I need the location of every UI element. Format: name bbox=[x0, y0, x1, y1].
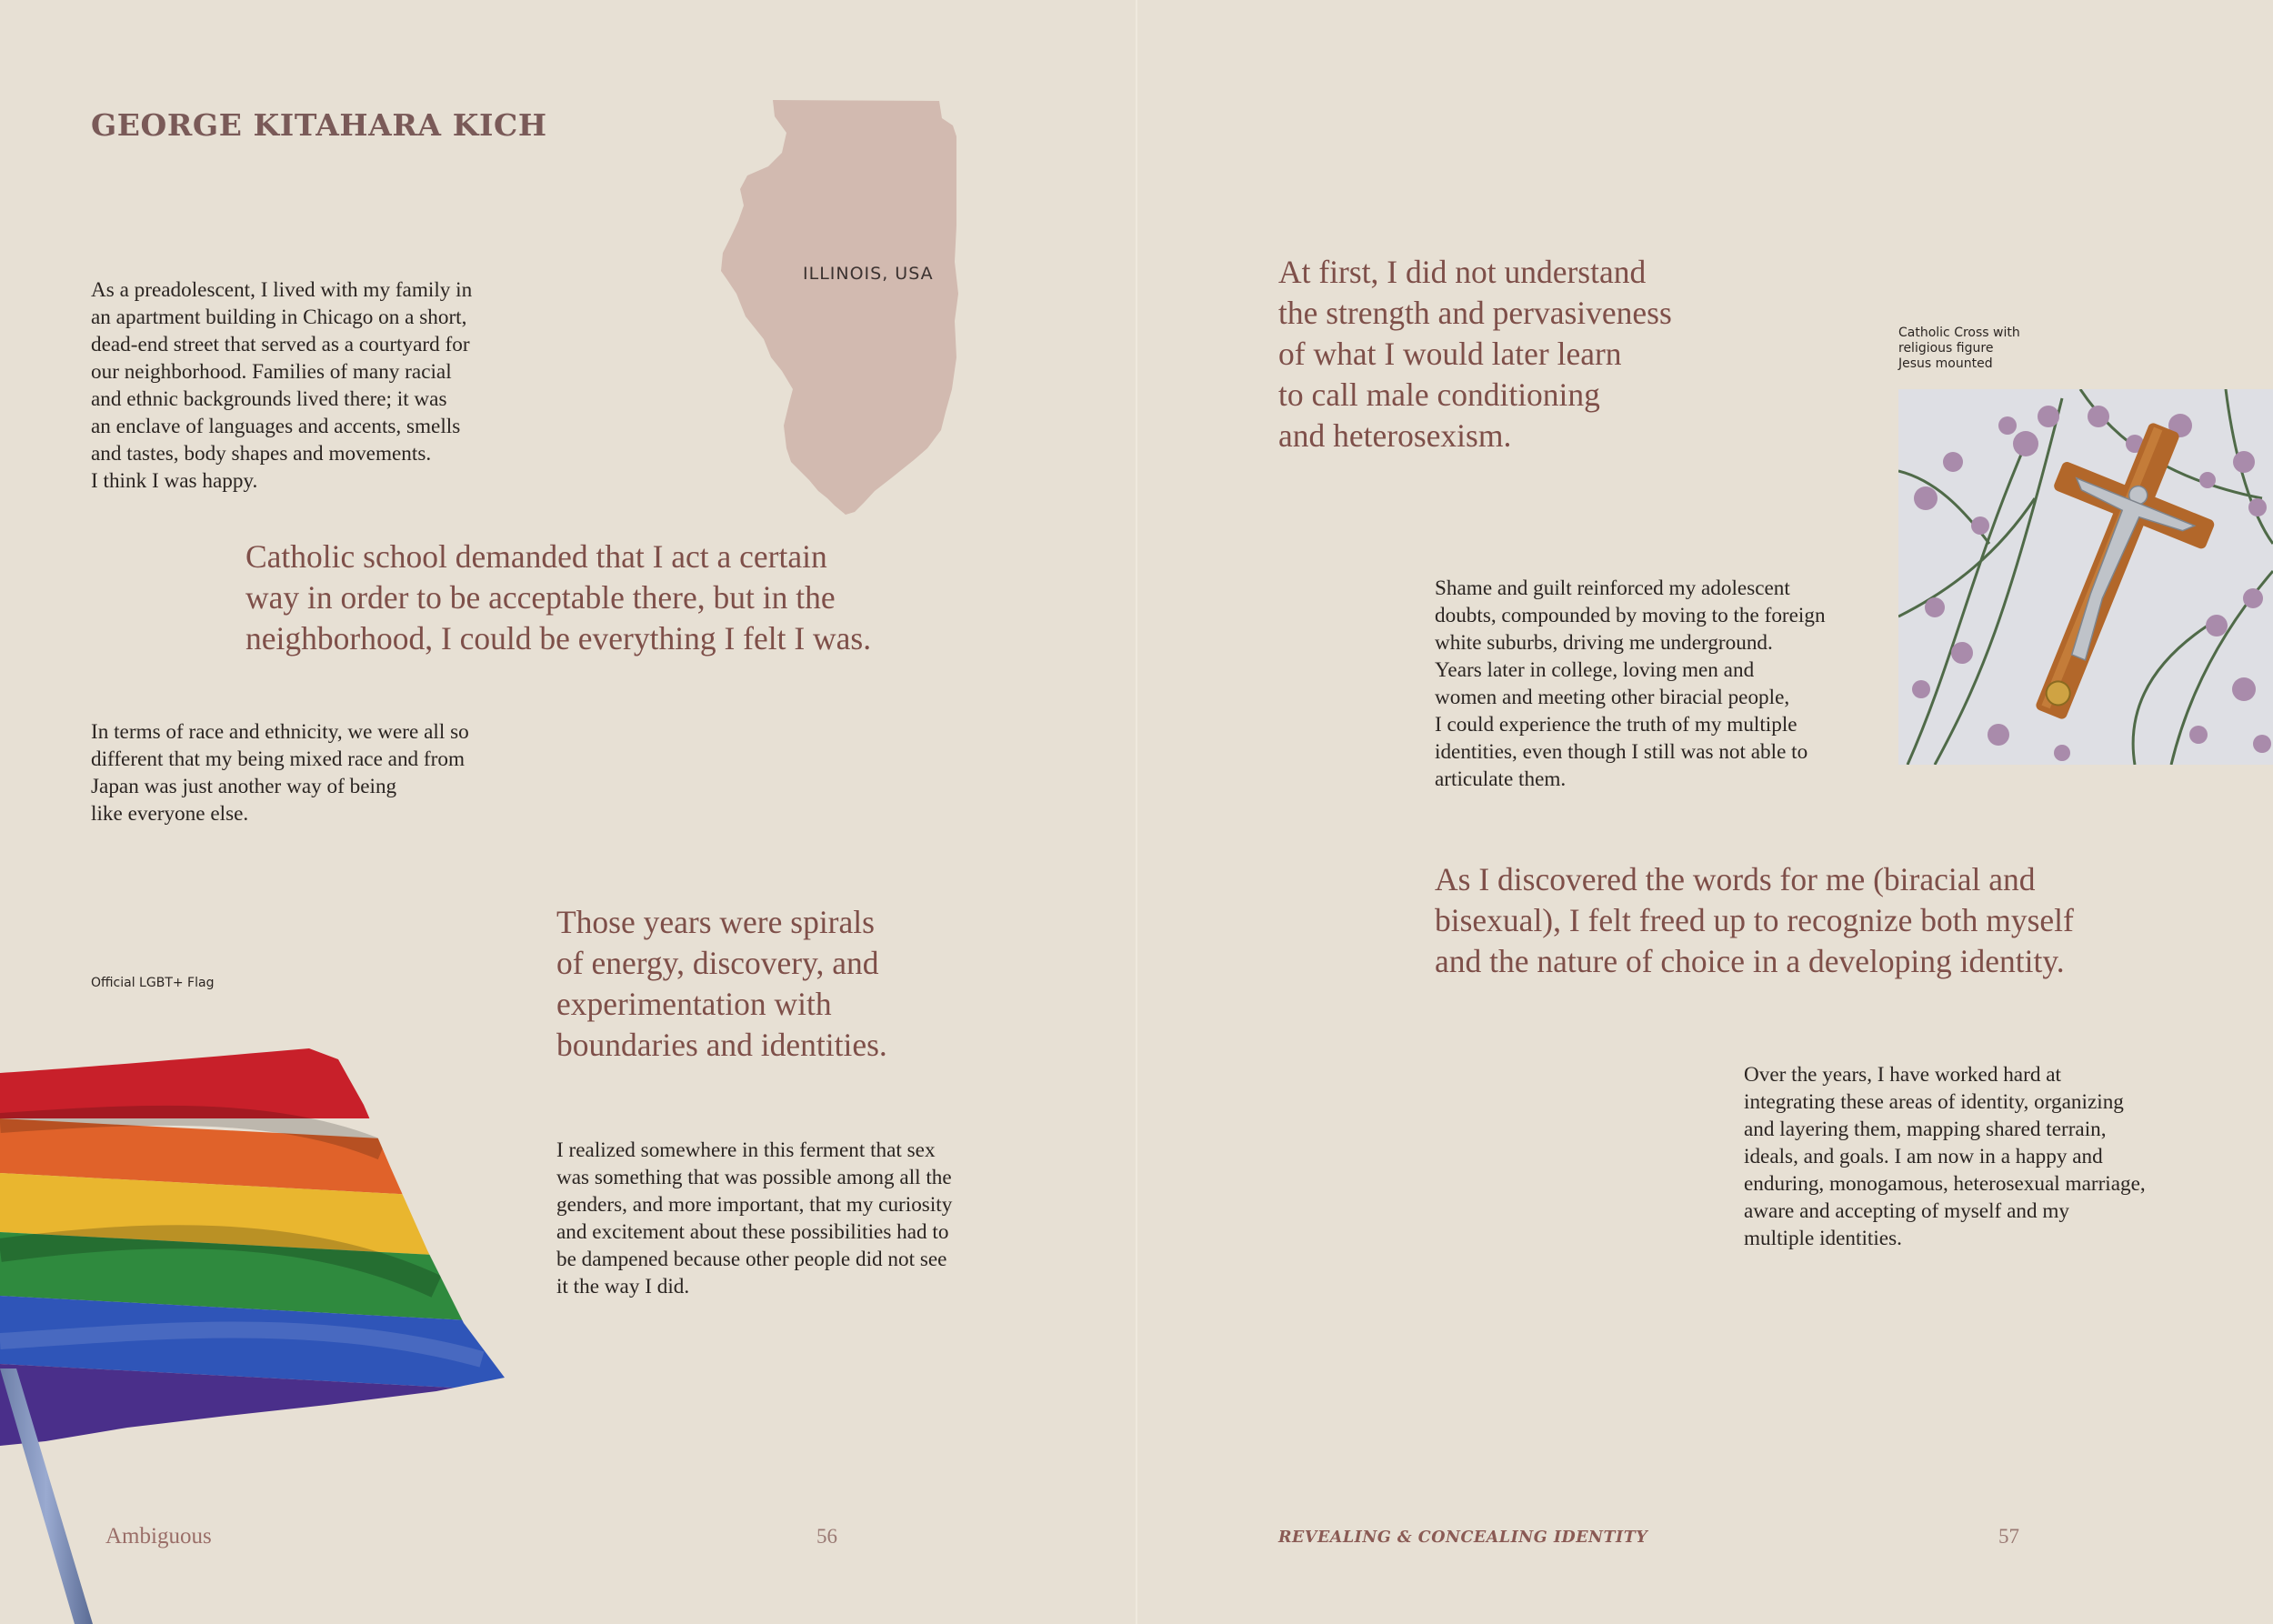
shame-paragraph: Shame and guilt reinforced my adolescent doubts, compounded by moving to the foreign white suburbs, driving me underground. Years later in college, loving men and women and meeting other biracial people, I could experience the truth of my multiple identities, even though I still was not able to articulate them. bbox=[1435, 576, 1826, 791]
quote-spirals: Those years were spirals of energy, discovery, and experimentation with boundaries and identities. bbox=[556, 904, 887, 1063]
cross-caption: Catholic Cross with religious figure Jesus mounted bbox=[1898, 326, 2020, 371]
footer-section-title: REVEALING & CONCEALING IDENTITY bbox=[1278, 1529, 1648, 1547]
crucifix-photo bbox=[1898, 389, 2273, 765]
footer-book-title: Ambiguous bbox=[105, 1524, 212, 1549]
flag-stripes bbox=[0, 1041, 518, 1500]
years-paragraph: Over the years, I have worked hard at integrating these areas of identity, organizing and layering them, mapping shared terrain, ideals, and goals. I am now in a happy and enduring, monogamous, heterosexual marriage, aware and accepting of myself and my multiple identities. bbox=[1744, 1063, 2146, 1250]
quote-discovered: As I discovered the words for me (biracial and bisexual), I felt freed up to recognize both myself and the nature of choice in a developing identity. bbox=[1435, 861, 2074, 979]
right-page bbox=[1136, 0, 2273, 1624]
map-label: ILLINOIS, USA bbox=[803, 264, 934, 284]
author-name: GEORGE KITAHARA KICH bbox=[91, 107, 547, 143]
quote-catholic-school: Catholic school demanded that I act a certain way in order to be acceptable there, but in the neighborhood, I could be everything I felt I was. bbox=[245, 538, 872, 657]
flag-stripe bbox=[0, 1041, 518, 1118]
rainbow-flag-image bbox=[0, 1041, 518, 1624]
flag-caption: Official LGBT+ Flag bbox=[91, 976, 215, 990]
intro-paragraph: As a preadolescent, I lived with my family in an apartment building in Chicago on a short, dead-end street that served as a courtyard for our neighborhood. Families of many racial and ethnic backgrounds lived there; it was an enclave of languages and accents, smells and tastes, body shapes and movements. I think I was happy. bbox=[91, 278, 473, 493]
left-page bbox=[0, 0, 1136, 1624]
quote-at-first: At first, I did not understand the strength and pervasiveness of what I would later learn to call male conditioning and heterosexism. bbox=[1278, 254, 1672, 454]
page-number-right: 57 bbox=[1998, 1525, 2019, 1548]
ferment-paragraph: I realized somewhere in this ferment that sex was something that was possible among all the genders, and more important, that my curiosity and excitement about these possibilities had to be dampened because other people did not see it the way I did. bbox=[556, 1138, 953, 1298]
page-number-left: 56 bbox=[816, 1525, 837, 1548]
illinois-map-icon bbox=[718, 98, 964, 518]
race-paragraph: In terms of race and ethnicity, we were all so different that my being mixed race and from Japan was just another way of being like everyone else. bbox=[91, 720, 469, 826]
